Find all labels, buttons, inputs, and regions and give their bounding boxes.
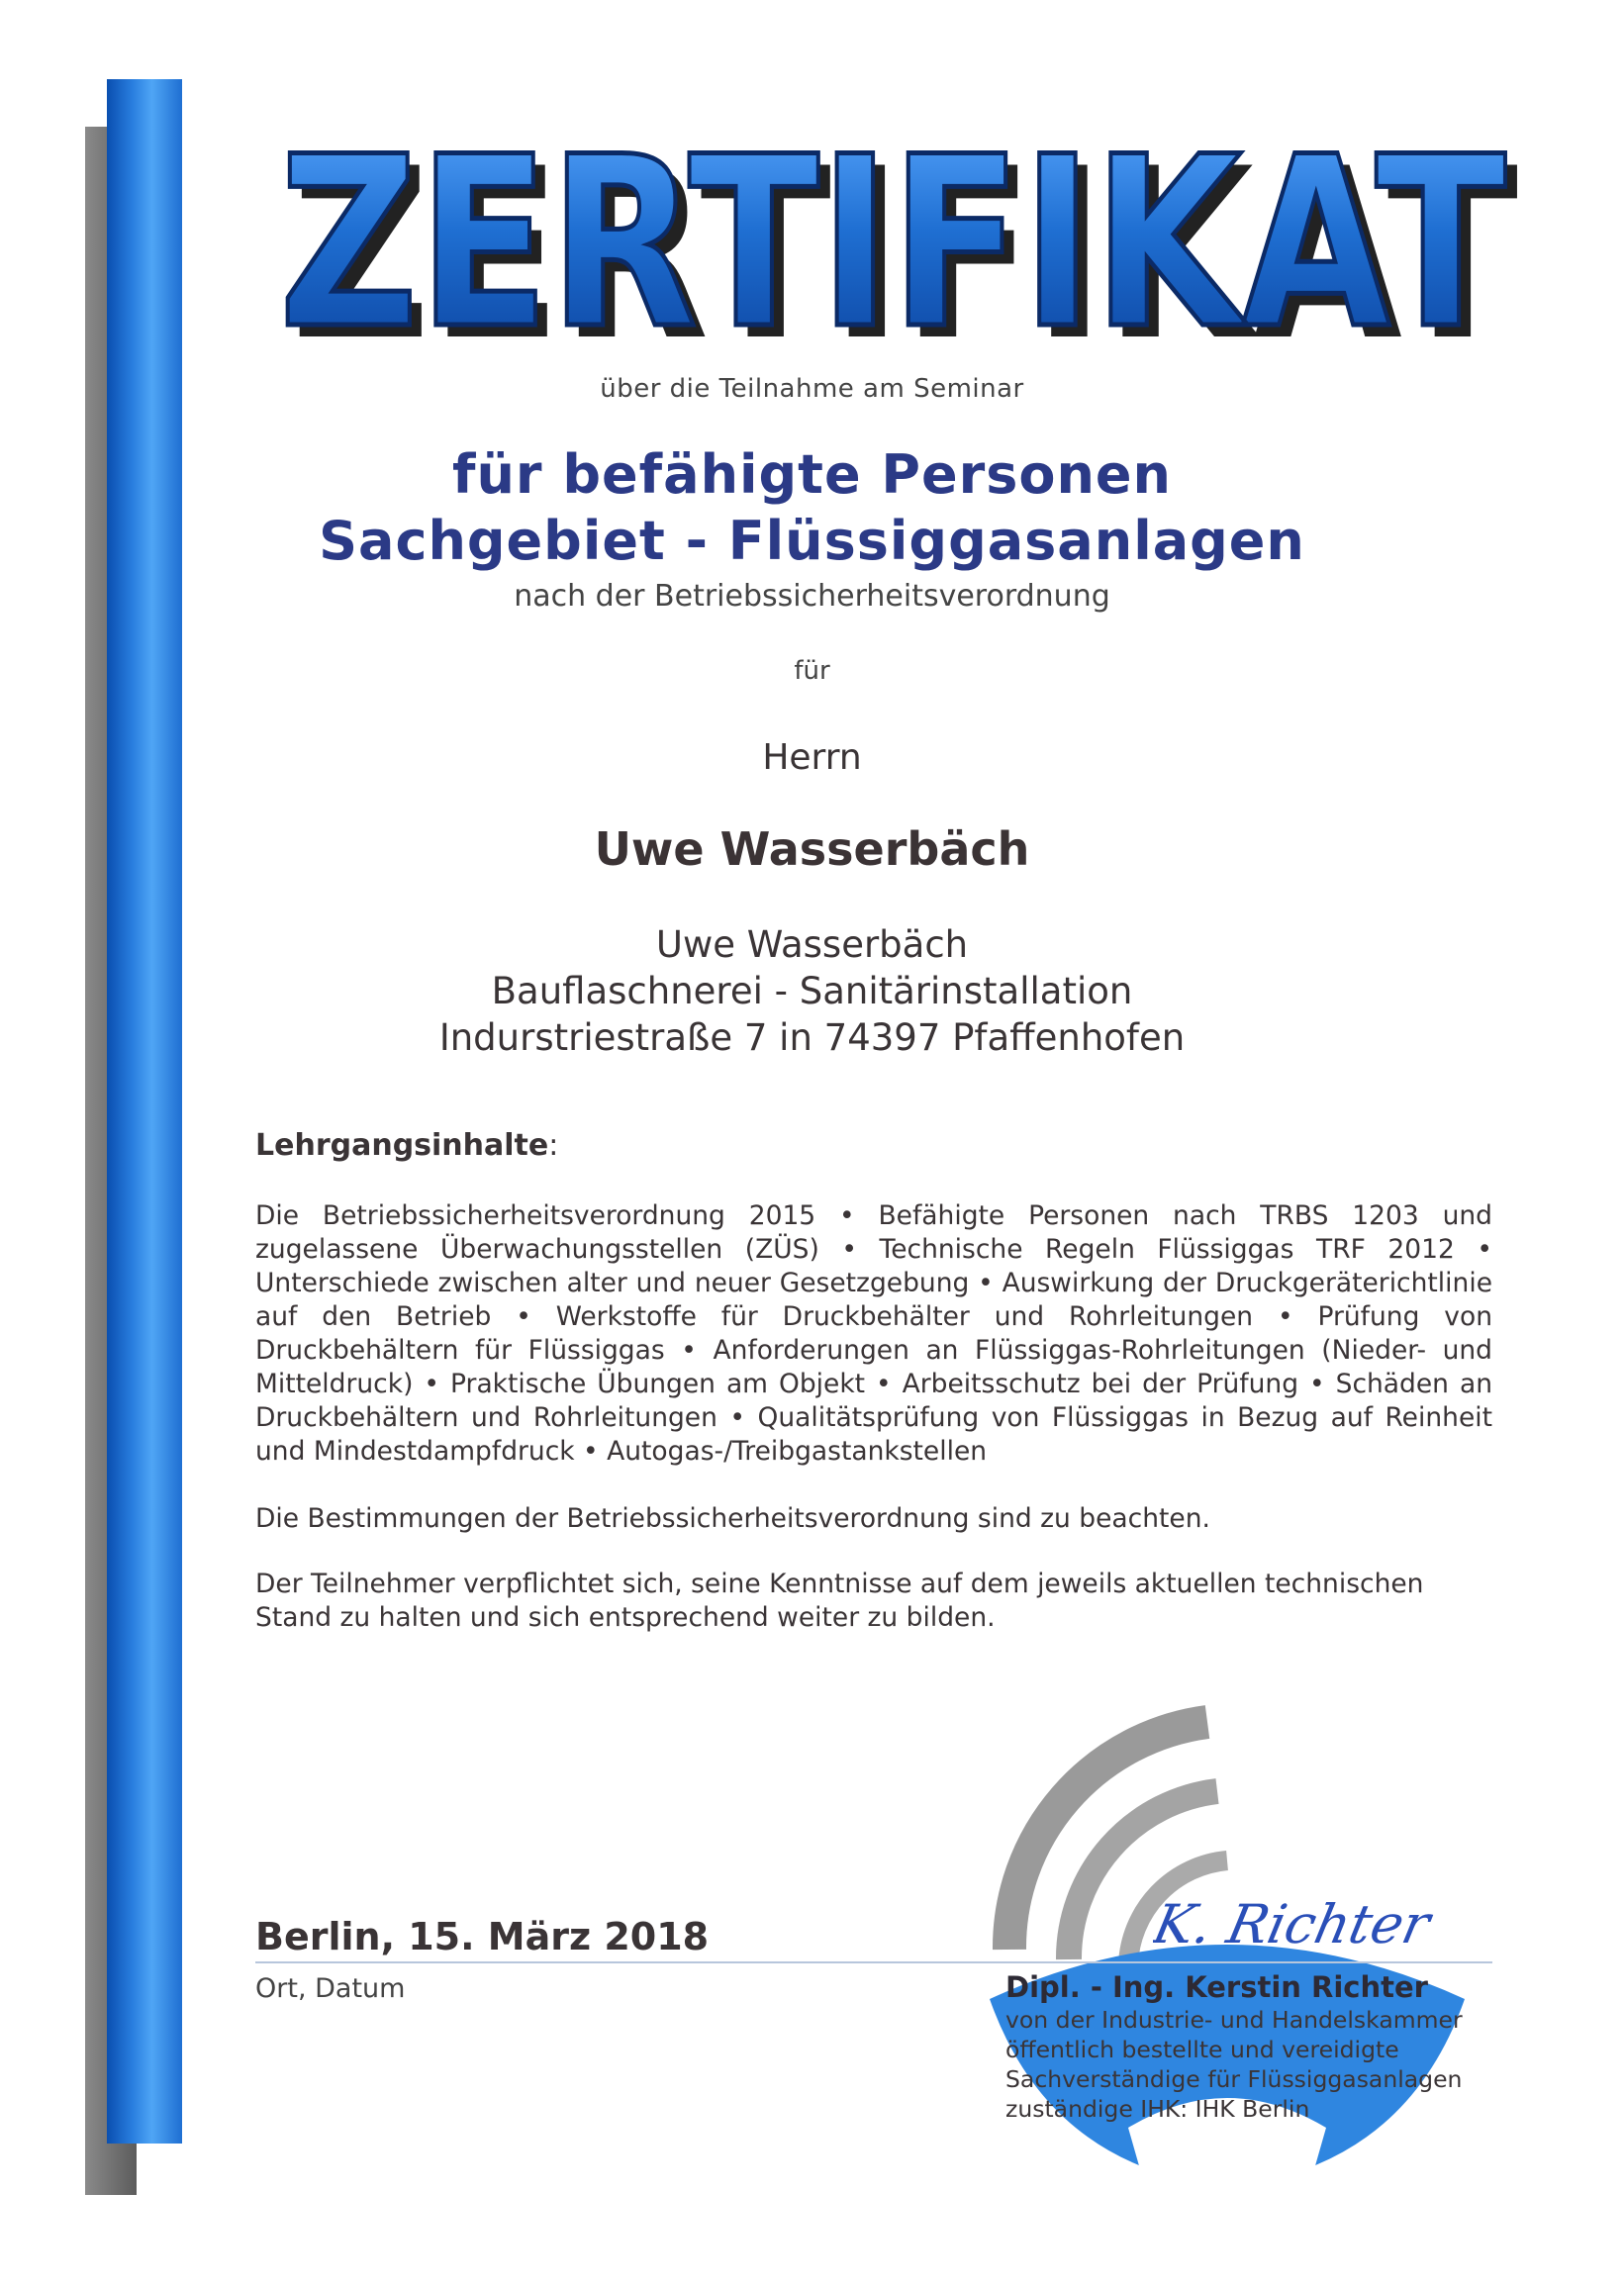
content-heading [255,1128,1492,1163]
signer-line-1: von der Industrie- und Handelskammer [1005,2006,1463,2034]
title-line-3: nach der Betriebssicherheitsverordnung [514,579,1110,614]
for-label: für [794,656,830,686]
content-heading-text: Lehrgangsinhalte [255,1128,549,1163]
signature [1153,1885,1450,1964]
signer-block [1005,1969,1540,2124]
headline-text: ZERTIFIKAT [279,107,1506,366]
content-heading-colon: : [548,1128,559,1163]
signer-line-2: öffentlich bestellte und vereidigte [1005,2036,1399,2063]
signature-graphic [1153,1885,1450,1964]
headline-shadow: ZERTIFIKAT [291,119,1518,366]
headline [249,99,1536,366]
title-line-1: für befähigte Personen [451,443,1172,506]
title-line-2: Sachgebiet - Flüssiggasanlagen [319,510,1305,572]
address-line-3: Indurstriestraße 7 in 74397 Pfaffenhofen [438,1016,1186,1059]
course-contents: Die Betriebssicherheitsverordnung 2015 • Befähigte Personen nach TRBS 1203 und zugelassene Überwachungsstellen (ZÜS) • Technische Regeln Flüssiggas TRF 2012 • Unterschiede zwischen alter und neuer Gesetzgebung • Auswirkung der Druckgeräterichtlinie auf den Betrieb • Werkstoffe für Druckbehälter und Rohrleitungen • Prüfung von Druckbehältern für Flüssiggas • Anforderungen an Flüssiggas-Rohrleitungen (Nieder- und Mitteldruck) • Praktische Übungen am Objekt • Arbeitsschutz bei der Prüfung • Schäden an Druckbehältern und Rohrleitungen • Qualitätsprüfung von Flüssiggas in Bezug auf Reinheit und Mindestdampfdruck • Autogas-/Treibgastankstellen [255,1200,1492,1467]
obligation-note: Der Teilnehmer verpflichtet sich, seine Kenntnisse auf dem jeweils aktuellen technischen Stand zu halten und sich entsprechend weiter zu bilden. [255,1569,1424,1633]
headline-graphic [249,99,1536,366]
signer-line-3: Sachverständige für Flüssiggasanlagen [1005,2065,1463,2093]
signer-line-4: zuständige IHK: IHK Berlin [1005,2095,1310,2123]
address-line-1: Uwe Wasserbäch [655,923,969,966]
salutation: Herrn [762,737,862,778]
address-line-2: Bauflaschnerei - Sanitärinstallation [491,970,1133,1012]
recipient-name: Uwe Wasserbäch [594,822,1030,876]
place-date: Berlin, 15. März 2018 [255,1915,710,1958]
signer-name: Dipl. - Ing. Kerstin Richter [1005,1970,1428,2004]
regulation-note: Die Bestimmungen der Betriebssicherheitsverordnung sind zu beachten. [255,1503,1210,1534]
place-date-label: Ort, Datum [255,1973,406,2004]
signature-divider [255,1961,1492,1963]
signature-script: K. Richter [1153,1892,1436,1955]
subtitle: über die Teilnahme am Seminar [600,374,1024,404]
